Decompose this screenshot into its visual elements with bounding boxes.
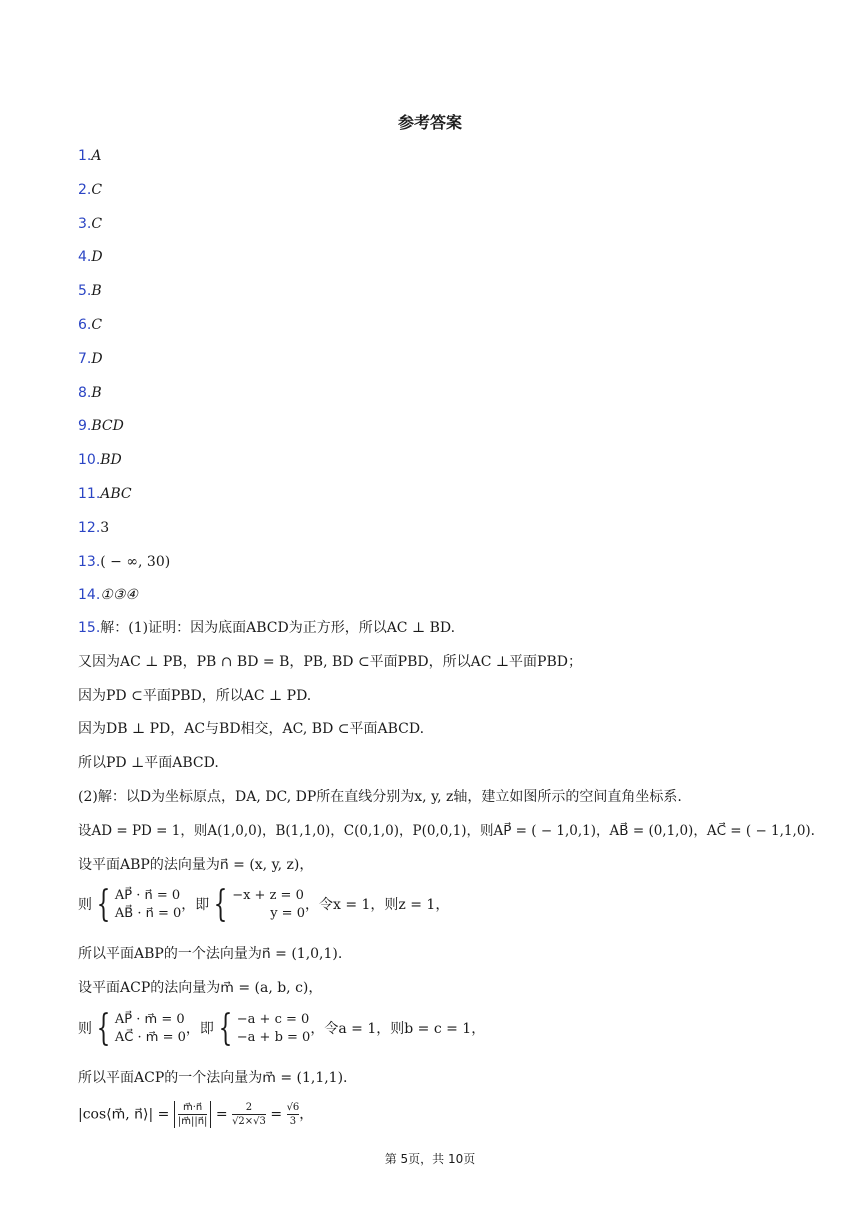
answer-value: BCD bbox=[91, 418, 124, 435]
answer-item bbox=[78, 348, 170, 382]
answer-item bbox=[78, 483, 170, 517]
answer-value: ABC bbox=[100, 485, 132, 502]
answer-value: A bbox=[91, 148, 102, 164]
answer-value: ①③④ bbox=[100, 587, 138, 604]
answer-number: 6. bbox=[78, 316, 92, 333]
answer-value: C bbox=[91, 316, 103, 333]
answer-number: 7. bbox=[78, 350, 92, 367]
answer-number: 11. bbox=[78, 485, 101, 502]
solution-line: 设平面ABP的法向量为n⃗ = (x, y, z)， bbox=[78, 856, 314, 873]
system-equations bbox=[115, 887, 181, 923]
solution-line: 因为DB ⊥ PD，AC与BD相交，AC, BD ⊂平面ABCD. bbox=[78, 721, 425, 738]
answer-value: B bbox=[91, 283, 102, 300]
fraction bbox=[232, 1101, 266, 1128]
equation: AC⃗ · m⃗ = 0 bbox=[114, 1029, 186, 1045]
answer-item bbox=[78, 179, 170, 213]
fraction-denominator: √2×√3 bbox=[232, 1115, 266, 1127]
solution-text: 解：(1)证明：因为底面ABCD为正方形，所以AC ⊥ BD. bbox=[100, 620, 456, 636]
answer-item bbox=[78, 449, 170, 483]
equation: AP⃗ · n⃗ = 0 bbox=[114, 888, 181, 904]
answer-item bbox=[78, 584, 170, 618]
answer-number: 9. bbox=[78, 418, 92, 435]
answer-number: 12. bbox=[78, 519, 101, 536]
equation-system-2 bbox=[78, 1007, 818, 1067]
fraction-numerator: √6 bbox=[286, 1101, 300, 1113]
left-brace: { bbox=[213, 884, 228, 926]
system-prefix: 则 bbox=[78, 1020, 92, 1037]
answer-list bbox=[78, 145, 170, 618]
solution-line: 又因为AC ⊥ PB，PB ∩ BD = B，PB, BD ⊂平面PBD，所以AC ⊥平面PBD； bbox=[78, 653, 582, 670]
answer-value: ( − ∞, 30) bbox=[100, 553, 171, 570]
solution-line: 因为PD ⊂平面PBD，所以AC ⊥ PD. bbox=[78, 687, 312, 704]
left-brace: { bbox=[96, 1007, 111, 1049]
answer-item bbox=[78, 415, 170, 449]
answer-item bbox=[78, 145, 170, 179]
solution-line: 所以平面ABP的一个法向量为n⃗ = (1,0,1). bbox=[78, 946, 343, 963]
solution-line bbox=[78, 617, 818, 651]
answer-value: D bbox=[91, 249, 103, 266]
equation: AP⃗ · m⃗ = 0 bbox=[114, 1011, 185, 1027]
page-footer: 第 5页，共 10页 bbox=[384, 1152, 476, 1166]
answer-item bbox=[78, 382, 170, 416]
answer-value: D bbox=[91, 350, 103, 367]
answer-item bbox=[78, 551, 170, 585]
fraction-numerator: 2 bbox=[232, 1101, 266, 1115]
solution-line: 所以PD ⊥平面ABCD. bbox=[78, 755, 219, 772]
answer-number: 15. bbox=[78, 620, 101, 636]
answer-number: 8. bbox=[78, 384, 92, 401]
cosine-formula: |cos⟨m⃗, n⃗⟩| = $\frac{m⃗\cdot n⃗}{|m⃗||n⃗|}$ = $\frac{2}{√2\times√3}$ = $\frac{√6}{3}$ ， bbox=[78, 1101, 314, 1127]
answer-value: C bbox=[91, 215, 103, 232]
equation: AB⃗ · n⃗ = 0 bbox=[114, 906, 182, 922]
answer-value: BD bbox=[100, 452, 122, 469]
cos-tail: ， bbox=[299, 1106, 314, 1123]
cos-lhs: |cos⟨m⃗, n⃗⟩| = bbox=[78, 1106, 174, 1123]
equation: −a + c = 0 bbox=[236, 1011, 310, 1027]
solution-line: 设AD = PD = 1，则A(1,0,0)，B(1,1,0)，C(0,1,0)，P(0,0,1)，则AP⃗ = ( − 1,0,1)，AB⃗ = (0,1,0)，AC⃗ = ( − 1,1,0). bbox=[78, 822, 815, 839]
answer-item bbox=[78, 280, 170, 314]
fraction-numerator: m⃗·n⃗ bbox=[178, 1101, 208, 1115]
answer-value: B bbox=[91, 384, 102, 401]
answer-item bbox=[78, 246, 170, 280]
answer-number: 1. bbox=[78, 148, 92, 164]
answer-value: C bbox=[91, 181, 103, 198]
solution-line: 设平面ACP的法向量为m⃗ = (a, b, c)， bbox=[78, 980, 323, 997]
system-suffix: ，令a = 1，则b = c = 1， bbox=[310, 1020, 486, 1037]
answer-number: 5. bbox=[78, 283, 92, 300]
system-equations bbox=[115, 1011, 186, 1047]
answer-value: 3 bbox=[100, 519, 110, 536]
answer-item bbox=[78, 517, 170, 551]
answer-number: 4. bbox=[78, 249, 92, 266]
solution-15 bbox=[78, 617, 818, 1141]
system-connector: ，即 bbox=[181, 897, 210, 914]
answer-number: 10. bbox=[78, 452, 101, 469]
solution-line: (2)解：以D为坐标原点，DA, DC, DP所在直线分别为x, y, z轴，建立如图所示的空间直角坐标系. bbox=[78, 788, 682, 805]
left-brace: { bbox=[218, 1007, 233, 1049]
answer-number: 2. bbox=[78, 181, 92, 198]
answer-number: 14. bbox=[78, 587, 101, 604]
system-connector: ，即 bbox=[185, 1020, 214, 1037]
answer-number: 13. bbox=[78, 553, 101, 570]
system-equations bbox=[237, 1011, 311, 1047]
fraction-denominator: |m⃗||n⃗| bbox=[177, 1115, 208, 1127]
system-prefix: 则 bbox=[78, 897, 92, 914]
system-suffix: ，令x = 1，则z = 1， bbox=[304, 897, 450, 914]
equation-system-1 bbox=[78, 884, 818, 943]
fraction-denominator: 3 bbox=[289, 1115, 297, 1127]
answer-item bbox=[78, 314, 170, 348]
fraction bbox=[178, 1101, 208, 1128]
equation: −a + b = 0 bbox=[236, 1029, 311, 1045]
abs-fraction bbox=[174, 1101, 212, 1128]
system-equations bbox=[232, 887, 305, 923]
left-brace: { bbox=[96, 884, 111, 926]
answer-item bbox=[78, 213, 170, 247]
page-title: 参考答案 bbox=[397, 113, 462, 132]
answer-number: 3. bbox=[78, 215, 92, 232]
equation: −x + z = 0 bbox=[232, 888, 304, 904]
solution-line: 所以平面ACP的一个法向量为m⃗ = (1,1,1). bbox=[78, 1069, 348, 1086]
equation: y = 0 bbox=[270, 906, 305, 922]
fraction bbox=[287, 1101, 300, 1128]
